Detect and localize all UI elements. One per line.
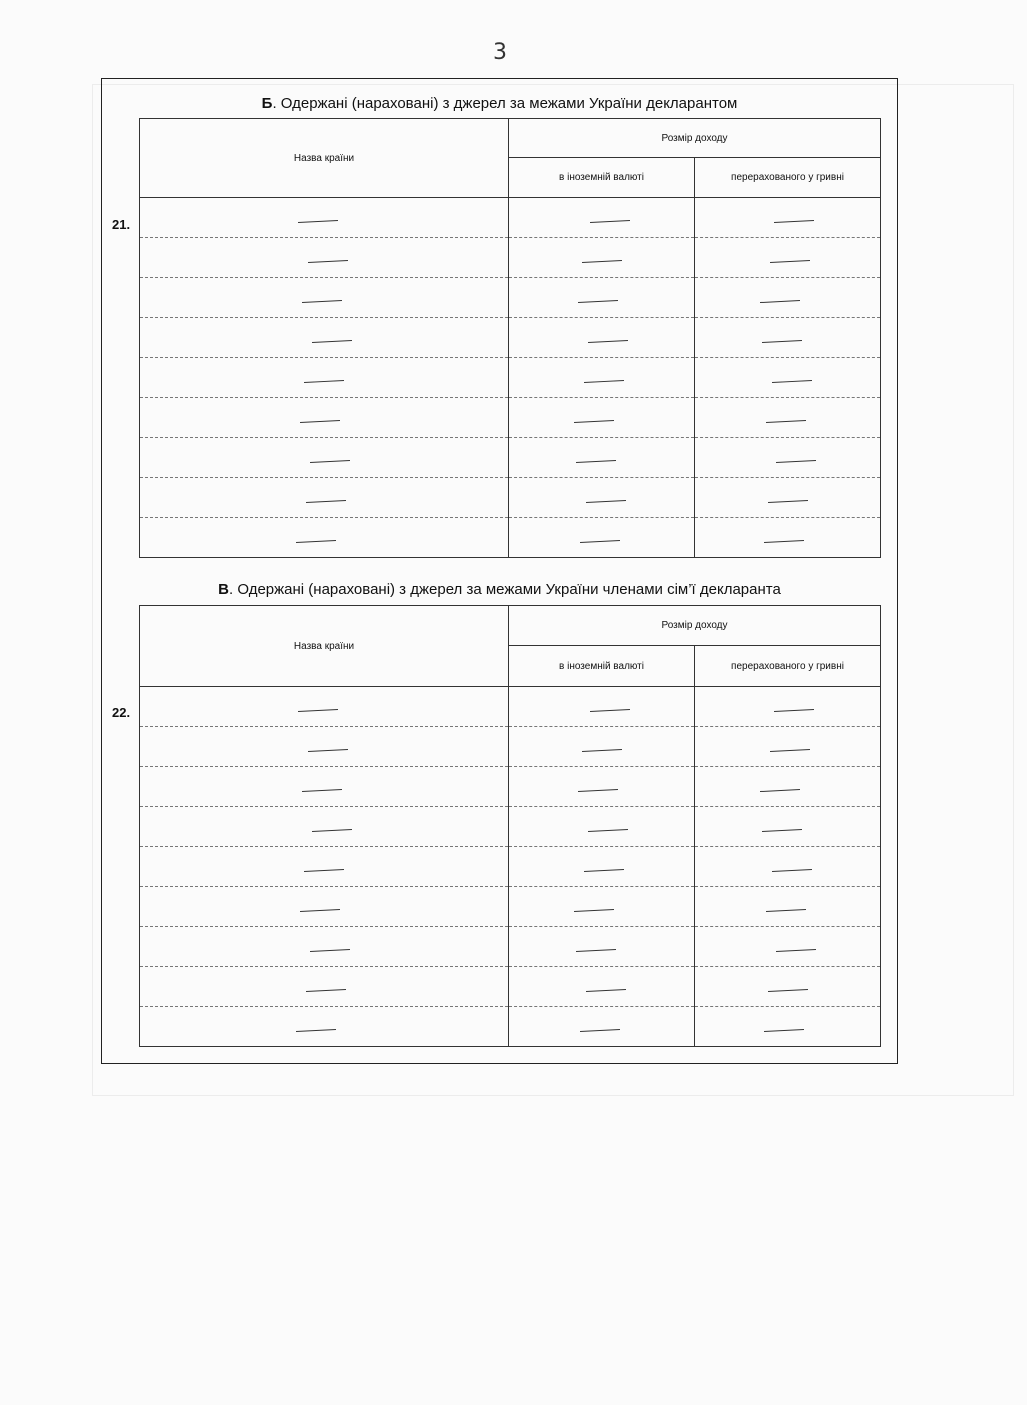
handwritten-dash [296, 539, 336, 542]
handwritten-dash [302, 788, 342, 791]
handwritten-dash [578, 788, 618, 791]
handwritten-dash [300, 908, 340, 911]
handwritten-dash [310, 948, 350, 951]
cell-foreign-currency [509, 318, 695, 358]
header-foreign-currency: в іноземній валюті [509, 158, 695, 198]
cell-country [140, 807, 509, 847]
table-row [140, 398, 881, 438]
table-row [140, 518, 881, 558]
cell-foreign-currency [509, 847, 695, 887]
cell-foreign-currency [509, 927, 695, 967]
cell-in-uah [695, 198, 881, 238]
income-table-family [139, 605, 881, 1047]
row-number-22: 22. [112, 705, 131, 720]
header-in-uah: перерахованого у гривні [695, 646, 881, 687]
cell-in-uah [695, 318, 881, 358]
handwritten-dash [590, 219, 630, 222]
handwritten-dash [760, 788, 800, 791]
cell-in-uah [695, 478, 881, 518]
cell-in-uah [695, 847, 881, 887]
handwritten-dash [576, 948, 616, 951]
cell-country [140, 967, 509, 1007]
cell-in-uah [695, 238, 881, 278]
header-foreign-currency: в іноземній валюті [509, 646, 695, 687]
cell-foreign-currency [509, 727, 695, 767]
handwritten-dash [582, 748, 622, 751]
handwritten-dash [760, 299, 800, 302]
cell-in-uah [695, 807, 881, 847]
cell-country [140, 238, 509, 278]
cell-in-uah [695, 967, 881, 1007]
cell-foreign-currency [509, 967, 695, 1007]
cell-foreign-currency [509, 238, 695, 278]
cell-in-uah [695, 398, 881, 438]
cell-in-uah [695, 1007, 881, 1047]
table-row [140, 198, 881, 238]
cell-in-uah [695, 927, 881, 967]
handwritten-dash [300, 419, 340, 422]
table-row [140, 887, 881, 927]
cell-foreign-currency [509, 198, 695, 238]
cell-country [140, 727, 509, 767]
handwritten-dash [588, 828, 628, 831]
cell-foreign-currency [509, 358, 695, 398]
cell-foreign-currency [509, 807, 695, 847]
header-country: Назва країни [140, 119, 509, 198]
cell-in-uah [695, 438, 881, 478]
handwritten-dash [772, 868, 812, 871]
handwritten-dash [768, 499, 808, 502]
table-row [140, 478, 881, 518]
table-body [140, 198, 881, 558]
cell-foreign-currency [509, 767, 695, 807]
cell-country [140, 278, 509, 318]
cell-in-uah [695, 358, 881, 398]
handwritten-dash [770, 748, 810, 751]
handwritten-dash [308, 259, 348, 262]
handwritten-dash [764, 1028, 804, 1031]
handwritten-dash [580, 1028, 620, 1031]
handwritten-dash [762, 828, 802, 831]
table-row [140, 318, 881, 358]
handwritten-dash [768, 988, 808, 991]
handwritten-dash [776, 948, 816, 951]
table-row [140, 438, 881, 478]
handwritten-dash [310, 459, 350, 462]
cell-country [140, 927, 509, 967]
handwritten-dash [304, 379, 344, 382]
cell-foreign-currency [509, 518, 695, 558]
handwritten-dash [312, 828, 352, 831]
handwritten-dash [308, 748, 348, 751]
cell-foreign-currency [509, 1007, 695, 1047]
handwritten-dash [298, 219, 338, 222]
header-in-uah: перерахованого у гривні [695, 158, 881, 198]
handwritten-dash [586, 499, 626, 502]
cell-country [140, 1007, 509, 1047]
cell-foreign-currency [509, 278, 695, 318]
header-income-size: Розмір доходу [509, 119, 881, 158]
cell-in-uah [695, 278, 881, 318]
handwritten-dash [766, 908, 806, 911]
table-row [140, 278, 881, 318]
handwritten-dash [574, 419, 614, 422]
section-v-title [101, 581, 898, 598]
table-row [140, 358, 881, 398]
handwritten-dash [774, 219, 814, 222]
handwritten-dash [298, 708, 338, 711]
handwritten-dash [764, 539, 804, 542]
cell-country [140, 478, 509, 518]
cell-in-uah [695, 518, 881, 558]
cell-in-uah [695, 887, 881, 927]
cell-country [140, 398, 509, 438]
income-table-declarant [139, 118, 881, 558]
header-country: Назва країни [140, 606, 509, 687]
cell-country [140, 887, 509, 927]
handwritten-dash [296, 1028, 336, 1031]
section-b-letter: Б [261, 95, 273, 112]
row-number-21: 21. [112, 217, 131, 232]
handwritten-dash [578, 299, 618, 302]
cell-country [140, 767, 509, 807]
table-row [140, 807, 881, 847]
handwritten-dash [584, 379, 624, 382]
handwritten-dash [306, 988, 346, 991]
cell-in-uah [695, 767, 881, 807]
cell-country [140, 198, 509, 238]
cell-foreign-currency [509, 398, 695, 438]
table-row [140, 927, 881, 967]
handwritten-dash [576, 459, 616, 462]
handwritten-dash [574, 908, 614, 911]
handwritten-dash [772, 379, 812, 382]
section-b-title-text: . Одержані (нараховані) з джерел за межами України декларантом [272, 95, 738, 112]
table-row [140, 238, 881, 278]
handwritten-dash [582, 259, 622, 262]
table-row [140, 847, 881, 887]
handwritten-dash [588, 339, 628, 342]
cell-country [140, 358, 509, 398]
table-row [140, 767, 881, 807]
table-row [140, 967, 881, 1007]
table-body [140, 687, 881, 1047]
cell-country [140, 518, 509, 558]
cell-country [140, 438, 509, 478]
cell-foreign-currency [509, 687, 695, 727]
handwritten-dash [312, 339, 352, 342]
section-v-title-text: . Одержані (нараховані) з джерел за межами України членами сім’ї декларанта [229, 581, 781, 598]
handwritten-dash [302, 299, 342, 302]
cell-foreign-currency [509, 438, 695, 478]
cell-foreign-currency [509, 887, 695, 927]
section-b-title [101, 95, 898, 112]
section-v-letter: В [218, 581, 230, 598]
cell-country [140, 687, 509, 727]
handwritten-dash [580, 539, 620, 542]
table-row [140, 687, 881, 727]
page-number: 3 [493, 40, 507, 65]
cell-in-uah [695, 687, 881, 727]
handwritten-dash [590, 708, 630, 711]
handwritten-dash [584, 868, 624, 871]
handwritten-dash [774, 708, 814, 711]
cell-country [140, 318, 509, 358]
header-income-size: Розмір доходу [509, 606, 881, 646]
table-row [140, 727, 881, 767]
handwritten-dash [766, 419, 806, 422]
table-row [140, 1007, 881, 1047]
handwritten-dash [762, 339, 802, 342]
handwritten-dash [304, 868, 344, 871]
cell-in-uah [695, 727, 881, 767]
cell-foreign-currency [509, 478, 695, 518]
handwritten-dash [306, 499, 346, 502]
handwritten-dash [770, 259, 810, 262]
handwritten-dash [776, 459, 816, 462]
cell-country [140, 847, 509, 887]
handwritten-dash [586, 988, 626, 991]
